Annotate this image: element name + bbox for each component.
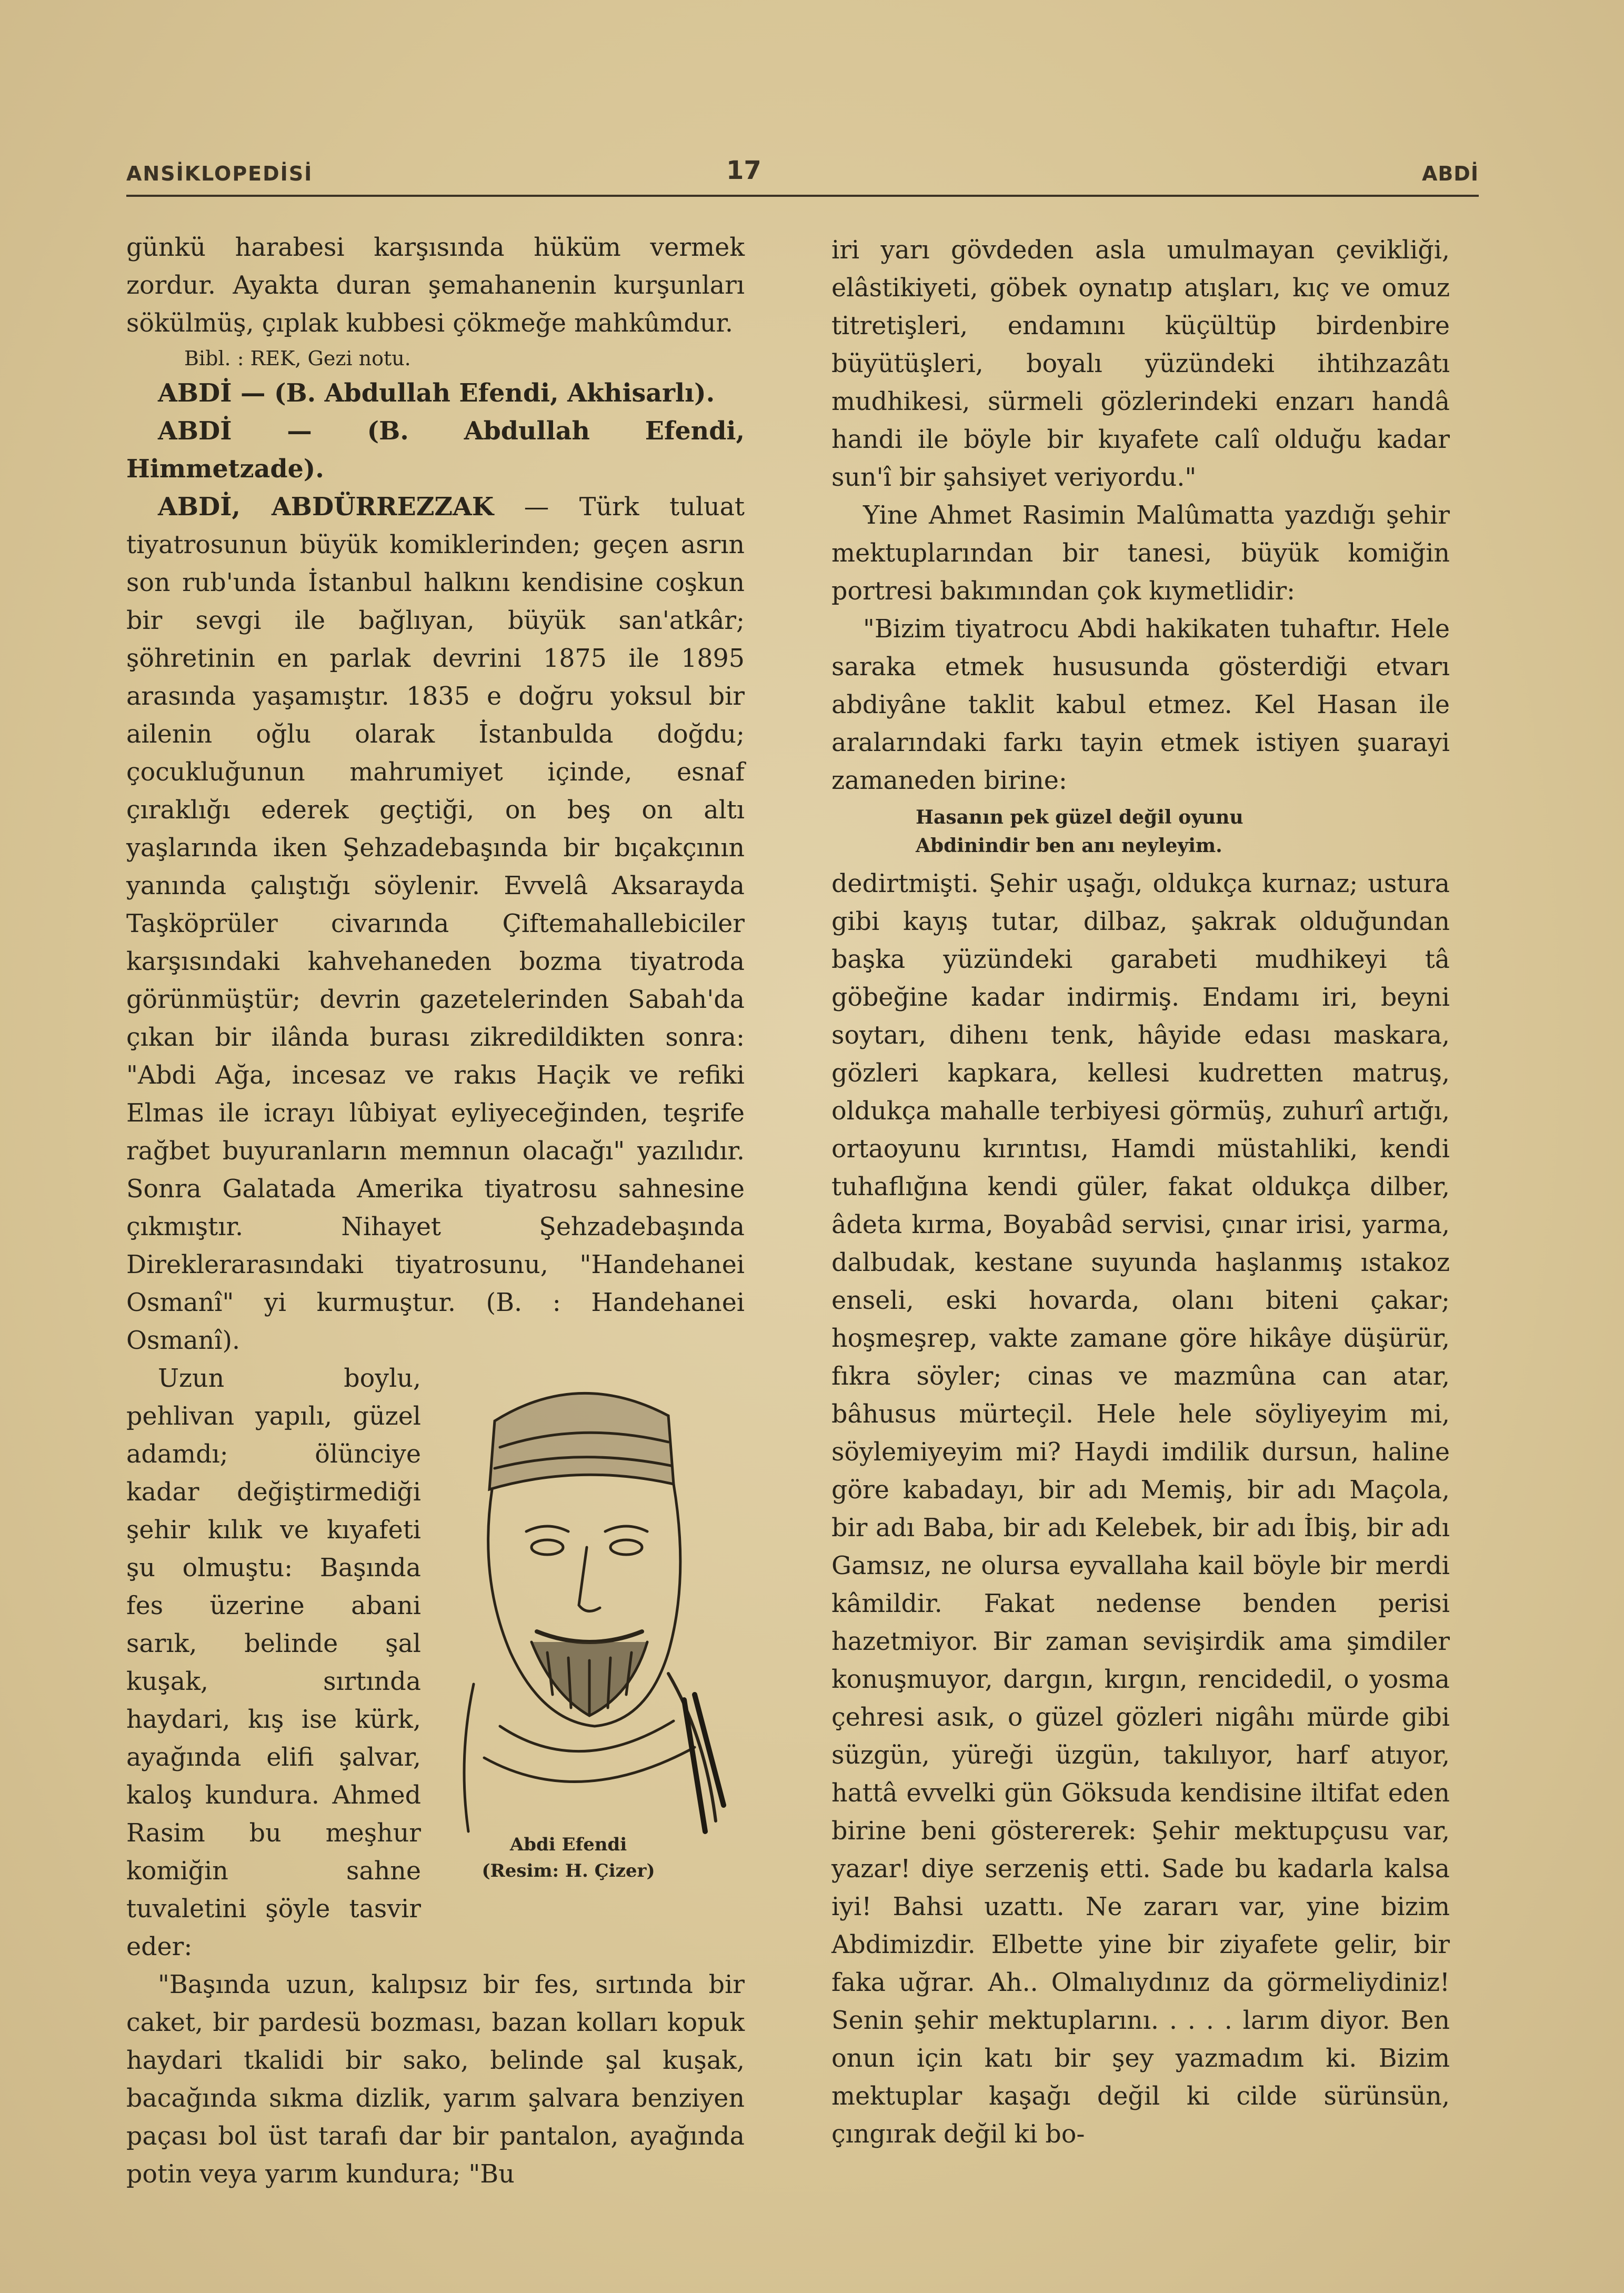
caption-name: Abdi Efendi [509, 1834, 627, 1855]
paragraph-ruins: günkü harabesi karşısında hüküm vermek zordur. Ayakta duran şemahanenin kurşunları sökülmüş, çıplak kubbesi çökmeğe mahkûmdur. [126, 233, 745, 338]
page-number: 17 [726, 156, 761, 185]
right-column [831, 232, 1450, 2154]
paragraph-city-letters: Yine Ahmet Rasimin Malûmatta yazdığı şehir mektuplarından bir tanesi, büyük komiğin portresi bakımından çok kıymetlidir: [831, 501, 1450, 606]
verse-line-2: Abdinindir ben anı neyleyim. [916, 835, 1222, 857]
verse-line-1: Hasanın pek güzel değil oyunu [916, 806, 1244, 828]
paragraph-agility: iri yarı gövdeden asla umulmayan çevikliği, elâstikiyeti, göbek oynatıp atışları, kıç ve omuz titretişleri, endamını küçültüp birdenbire büyütüşleri, boyalı yüzündeki ihtihzazâtı mudhikesi, sürmeli gözlerindeki enzarı handâ handi ile böyle bir kıyafete calî olduğu kadar sun'î bir şahsiyet veriyordu." [831, 236, 1450, 492]
paragraph-quote-intro: "Bizim tiyatrocu Abdi hakikaten tuhaftır. Hele saraka etmek hususunda gösterdiği etvarı abdiyâne taklit kabul etmez. Kel Hasan ile aralarındaki farkı tayin etmek istiyen şuarayi zamaneden birine: [831, 615, 1450, 795]
left-column [126, 229, 745, 2194]
entry-abdi-abdurrezzak-text: — Türk tuluat tiyatrosunun büyük komiklerinden; geçen asrın son rub'unda İstanbul halkını kendisine coşkun bir sevgi ile bağlıyan, büyük san'atkâr; şöhretinin en parlak devrini 1875 ile 1895 arasında yaşamıştır. 1835 e doğru yoksul bir ailenin oğlu olarak İstanbulda doğdu; çocukluğunun mahrumiyet içinde, esnaf çıraklığı ederek geçtiği, on beş on altı yaşlarında iken Şehzadebaşında bir bıçakçının yanında çalıştığı söylenir. Evvelâ Aksarayda Taşköprüler civarında Çiftemahallebiciler karşısındaki kahvehaneden bozma tiyatroda görünmüştür; devrin gazetelerinden Sabah'da çıkan bir ilânda burası zikredildikten sonra: "Abdi Ağa, incesaz ve rakıs Haçik ve refiki Elmas ile icrayı lûbiyat eyliyeceğinden, teşrife rağbet buyuranların memnun olacağı" yazılıdır. Sonra Galatada Amerika tiyatrosu sahnesine çıkmıştır. Nihayet Şehzadebaşında Direklerarasındaki tiyatrosunu, "Handehanei Osmanî" yi kurmuştur. (B. : Handehanei Osmanî). [126, 493, 745, 1355]
entry-abdi-abdurrezzak [126, 488, 745, 1360]
paragraph-stage-costume: "Başında uzun, kalıpsız bir fes, sırtında bir caket, bir pardesü bozması, bazan kolları kopuk haydari tkalidi bir sako, belinde şal kuşak, bacağında sıkma dizlik, yarım şalvara benziyen paçası bol üst tarafı dar bir pantalon, ayağında potin veya yarım kundura; "Bu [126, 1970, 745, 2189]
caption-credit: (Resim: H. Çizer) [482, 1860, 655, 1881]
paragraph-description: dedirtmişti. Şehir uşağı, oldukça kurnaz; ustura gibi kayış tutar, dilbaz, şakrak olduğundan başka yüzündeki garabeti mudhikeyi tâ göbeğine kadar indirmiş. Endamı iri, beyni soytarı, dihenı tenk, hâyide edası maskara, gözleri kapkara, kellesi kudretten matruş, oldukça mahalle terbiyesi görmüş, zuhurî artığı, ortaoyunu kırıntısı, Hamdi müstahliki, kendi tuhaflığına kendi güler, fakat oldukça dilber, âdeta kırma, Boyabâd servisi, çınar irisi, yarma, dalbudak, kestane suyunda haşlanmış ıstakoz enseli, eski hovarda, olanı biteni çakar; hoşmeşrep, vakte zamane göre hikâye düşürür, fıkra söyler; cinas ve mazmûna can atar, bâhusus mürteçil. Hele hele söyliyeyim mi, söylemiyeyim mi? Haydi imdilik dursun, haline göre kabadayı, bir adı Memiş, bir adı Maçola, bir adı Baba, bir adı Kelebek, bir adı İbiş, bir adı Gamsız, ne olursa eyvallaha kail böyle bir merdi kâmildir. Fakat nedense benden perisi hazetmiyor. Bir zaman sevişirdik ama şimdiler konuşmuyor, dargın, kırgın, rencidedil, o yosma çehresi asık, o güzel gözleri nigâhı mürde gibi süzgün, yüreği üzgün, takılıyor, harf atıyor, hattâ evvelki gün Göksuda kendisine iltifat eden birine beni göstererek: Şehir mektupçusu var, yazar! diye serzeniş etti. Sade bu kadarla kalsa iyi! Bahsi uzattı. Ne zararı var, yine bizim Abdimizdir. Elbette yine bir ziyafete gelir, bir faka uğrar. Ah.. Olmalıydınız da görmeliydiniz! Senin şehir mektuplarını. . . . . larım diyor. Ben onun için katı bir şey yazmadım ki. Bizim mektuplar kaşağı değil ki cilde sürünsün, çıngırak değil ki bo- [831, 869, 1450, 2149]
running-entry: ABDİ [1421, 162, 1479, 185]
portrait-caption [421, 1831, 716, 1884]
paragraph-appearance: Uzun boylu, pehlivan yapılı, güzel adamdı; ölünciye kadar değiştirmediği şehir kılık ve kıyafeti şu olmuştu: Başında fes üzerine abani sarık, belinde şal kuşak, sırtında haydari, kış ise kürk, ayağında elifi şalvar, kaloş kundura. Ahmed Rasim bu meşhur komiğin sahne tuvaletini şöyle tasvir eder: [126, 1364, 421, 1961]
portrait-sketch-icon [421, 1358, 737, 1842]
bibliography-note: Bibl. : REK, Gezi notu. [184, 347, 411, 370]
page-header [126, 158, 1479, 197]
entry-abdi-akhisarli: ABDİ — (B. Abdullah Efendi, Akhisarlı). [158, 378, 715, 408]
running-title: ANSİKLOPEDİSİ [126, 162, 313, 185]
verse-couplet [831, 803, 1450, 860]
entry-abdi-himmetzade: ABDİ — (B. Abdullah Efendi, Himmetzade). [126, 416, 745, 484]
portrait-illustration [421, 1358, 737, 1842]
entry-abdi-abdurrezzak-title: ABDİ, ABDÜRREZZAK [158, 492, 494, 522]
